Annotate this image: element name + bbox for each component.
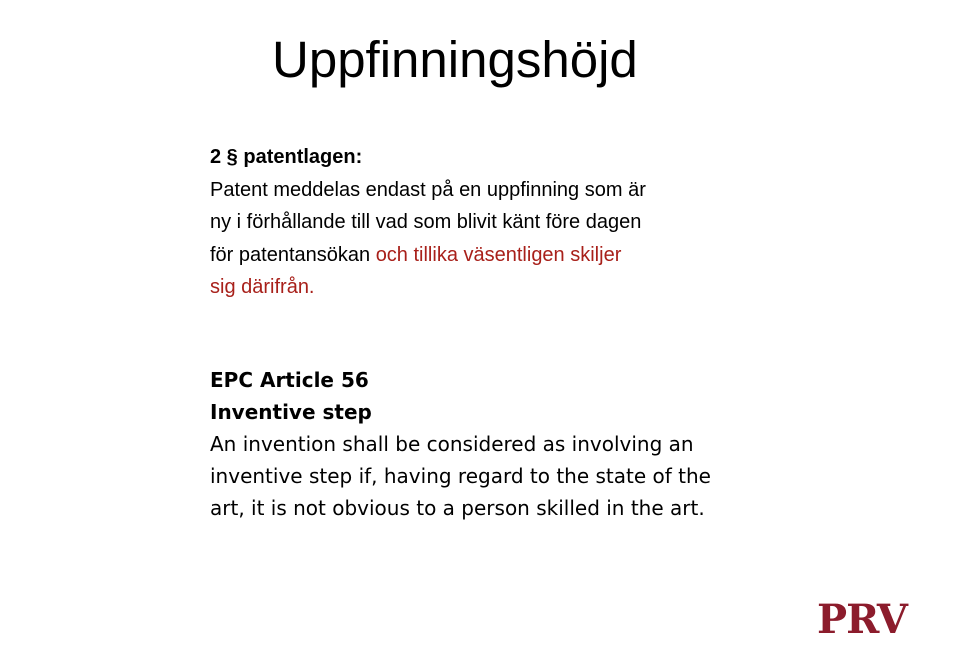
- swedish-law-line-2: ny i förhållande till vad som blivit känt före dagen: [210, 211, 642, 233]
- swedish-law-line-3: [210, 239, 810, 272]
- prv-logo: PRV: [817, 596, 907, 643]
- swedish-law-line-3-red: och tillika väsentligen skiljer: [375, 243, 622, 266]
- epc-article-subheading: Inventive step: [210, 400, 372, 424]
- swedish-law-line-4: sig därifrån.: [210, 276, 315, 298]
- epc-article-line-1: An invention shall be considered as involving an: [210, 432, 694, 456]
- swedish-law-line-1: Patent meddelas endast på en uppfinning som är: [210, 178, 646, 201]
- epc-article-quote: [210, 364, 850, 524]
- epc-article-line-3: art, it is not obvious to a person skilled in the art.: [210, 496, 705, 520]
- swedish-law-quote: [210, 141, 810, 304]
- slide-title: Uppfinningshöjd: [272, 31, 638, 88]
- swedish-law-heading: 2 § patentlagen:: [210, 146, 363, 168]
- swedish-law-line-3-black: för patentansökan: [210, 243, 376, 266]
- epc-article-line-2: inventive step if, having regard to the state of the: [210, 464, 711, 488]
- epc-article-heading: EPC Article 56: [210, 368, 369, 392]
